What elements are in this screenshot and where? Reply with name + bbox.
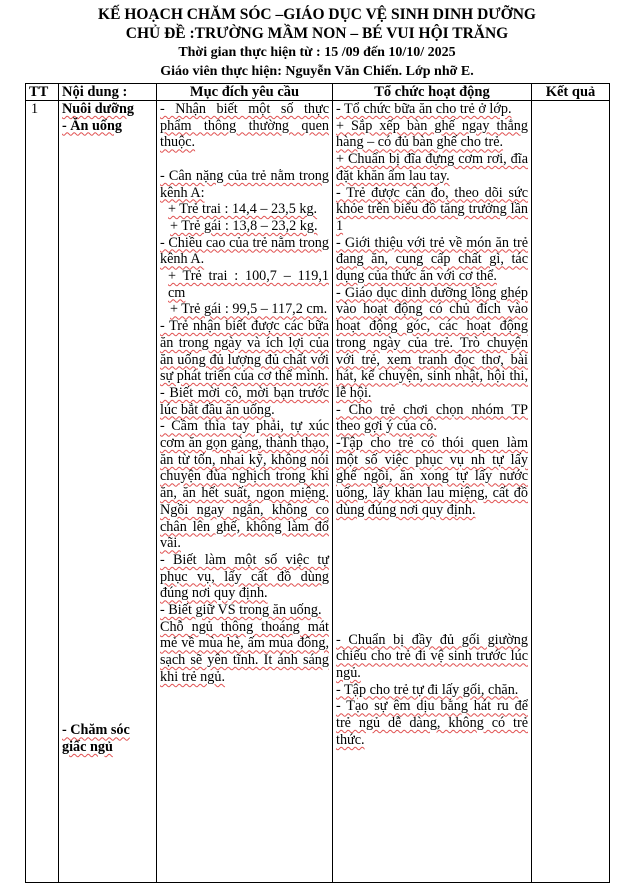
hoat-dong-item: - Tập cho trẻ tự đi lấy gối, chăn. (336, 681, 519, 698)
muc-dich-item: - Biết giữ VS trong ăn uống. (160, 602, 322, 619)
hoat-dong-item: - Giới thiệu với trẻ về món ăn trẻ đang ăn, cung cấp chất gì, tác dụng của thức ăn với cơ thể. (336, 234, 528, 285)
header-tt: TT (26, 84, 59, 101)
plan-title: KẾ HOẠCH CHĂM SÓC –GIÁO DỤC VỆ SINH DINH DƯỠNG (98, 6, 536, 23)
teacher-info: Giáo viên thực hiện: Nguyễn Văn Chiến. Lớp nhỡ E. (160, 64, 474, 79)
hoat-dong-item: - Trẻ được cân đo, theo dõi sức khỏe trên biểu đồ tăng trưởng lần 1 (336, 184, 528, 234)
muc-dich-item: + Trẻ gái : 13,8 – 23,2 kg. (170, 217, 318, 234)
muc-dich-item: Chỗ ngủ thông thoáng mát mẻ về mùa hè, ấm mùa đông, sạch sẽ yên tĩnh. It ánh sáng khi trẻ ngủ. (160, 618, 329, 685)
muc-dich-item: - Nhận biết một số thực phẩm thông thường quen thuộc. (160, 101, 329, 151)
header-muc-dich: Mục đích yêu cầu (157, 84, 333, 101)
hoat-dong-item: + Chuẩn bị đĩa đựng cơm rơi, đĩa đặt khăn ẩm lau tay. (336, 151, 528, 184)
ket-qua-cell (532, 101, 610, 883)
muc-dich-item: - Cầm thìa tay phải, tự xúc cơm ăn gọn gàng, thành thạo, ăn từ tốn, nhai kỹ, không nói chuyện đùa nghịch trong khi ăn, ăn hết suất, ngon miệng. Ngồi ngay ngắn, không co chân lên ghế, không làm đổ vãi. (160, 418, 329, 552)
muc-dich-item: + Trẻ trai : 100,7 – 119,1 cm (168, 268, 329, 301)
time-period: Thời gian thực hiện từ : 15 /09 đến 10/10/ 2025 (178, 45, 456, 60)
hoat-dong-item: - Giáo dục dinh dưỡng lồng ghép vào hoạt động có chủ đích vào hoạt động góc, các hoạt động trong ngày của trẻ. Trò chuyện với trẻ, xem tranh đọc thơ, bài hát, kể chuyện, sinh nhật, hội thi, lễ hội. (336, 284, 528, 401)
table-row (26, 101, 610, 883)
hoat-dong-item: - Tổ chức bữa ăn cho trẻ ở lớp. (336, 101, 512, 117)
noi-dung-item: - Ăn uống (62, 117, 122, 134)
header-noi-dung: Nội dung : (59, 84, 157, 101)
muc-dich-item: - Chiều cao của trẻ nằm trong kênh A. (160, 234, 329, 268)
muc-dich-item: + Trẻ trai : 14,4 – 23,5 kg. (168, 201, 318, 218)
row-number: 1 (26, 101, 59, 883)
header-ket-qua: Kết quả (532, 84, 610, 101)
hoat-dong-item: + Sắp xếp bàn ghế ngay thẳng hàng – có đủ bàn ghế cho trẻ. (336, 117, 528, 151)
noi-dung-cell (59, 101, 157, 883)
hoat-dong-item: - Tạo sự êm dịu bằng hát ru để trẻ ngủ dễ dàng, không có trẻ thức. (336, 698, 528, 748)
hoat-dong-item: - Chuẩn bị đầy đủ gối giường chiếu cho trẻ đi vệ sinh trước lúc ngủ. (336, 631, 528, 681)
hoat-dong-item: -Tập cho trẻ có thói quen làm một số việc phục vụ nh tự lấy ghế ngồi, ăn xong tự lấy nước uống, lấy khăn lau miệng, cất đồ dùng đúng nơi quy định. (336, 435, 528, 518)
muc-dich-cell (157, 101, 333, 883)
noi-dung-item: - Chăm sóc giấc ngủ (62, 722, 130, 756)
header-hoat-dong: Tổ chức hoạt động (333, 84, 532, 101)
muc-dich-item: - Biết làm một số việc tự phục vụ, lấy cất đồ dùng đúng nơi quy định. (160, 551, 329, 602)
hoat-dong-item: - Cho trẻ chơi chọn nhóm TP theo gợi ý của cô. (336, 401, 528, 435)
muc-dich-item: + Trẻ gái : 99,5 – 117,2 cm. (170, 301, 328, 318)
muc-dich-item: - Cân nặng của trẻ nằm trong kênh A: (160, 167, 329, 201)
hoat-dong-cell (333, 101, 532, 883)
muc-dich-item: - Trẻ nhận biết được các bữa ăn trong ngày và ích lợi của ăn uống đủ lượng đủ chất với sự phát triển của cơ thể mình. (160, 318, 329, 385)
muc-dich-item: - Biết mời cô, mời bạn trước lúc bắt đầu ăn uống. (160, 384, 329, 418)
table-header-row (26, 84, 610, 101)
noi-dung-item: Nuôi dưỡng (62, 101, 134, 117)
plan-table (25, 83, 610, 883)
topic-title: CHỦ ĐỀ :TRƯỜNG MẦM NON – BÉ VUI HỘI TRĂNG (125, 25, 509, 42)
